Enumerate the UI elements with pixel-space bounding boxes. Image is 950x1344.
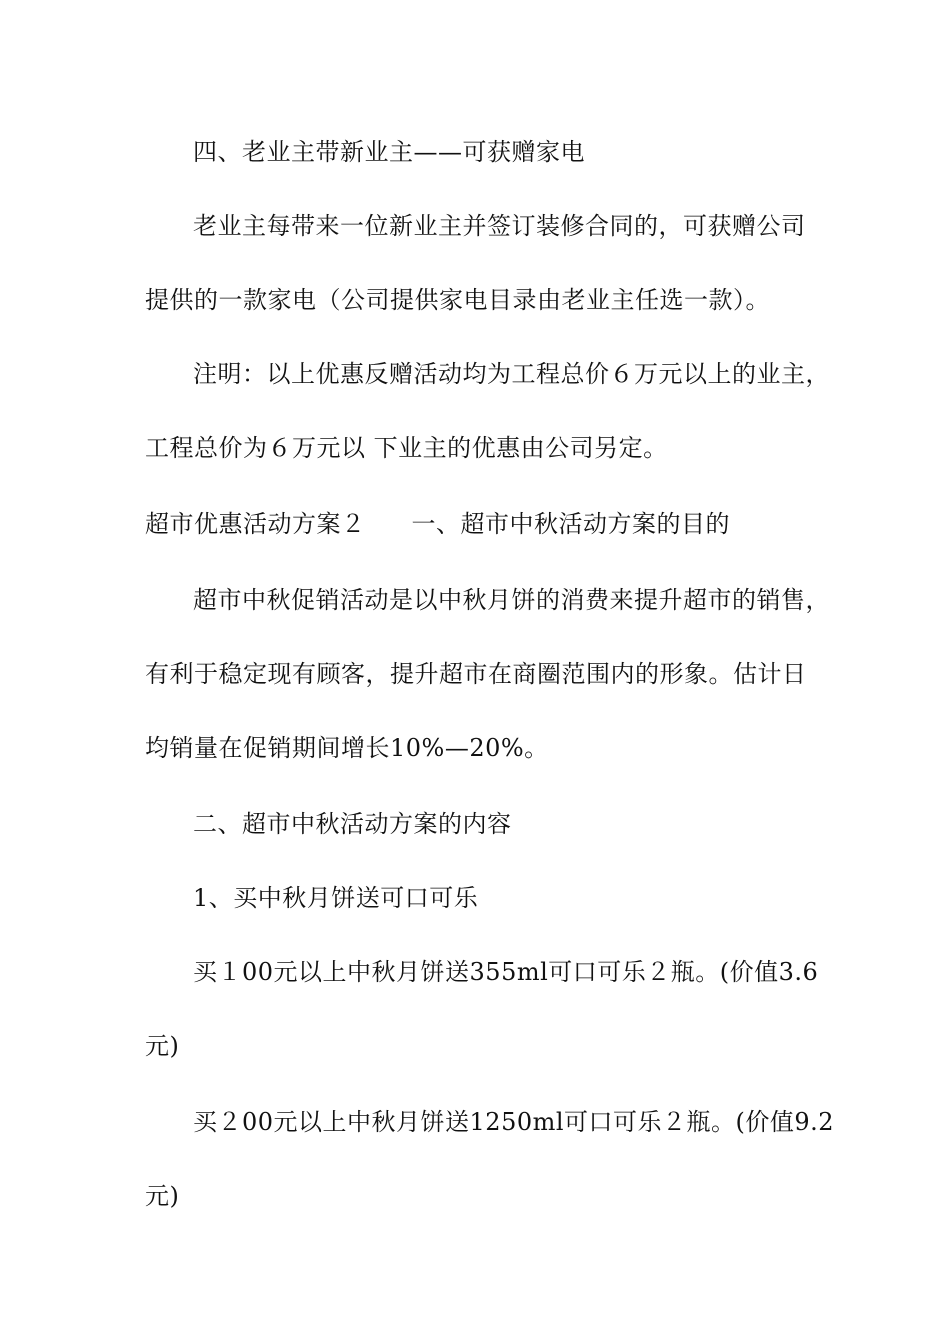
section-heading-1: 一、超市中秋活动方案的目的	[411, 510, 730, 538]
paragraph-line: 有利于稳定现有顾客，提升超市在商圈范围内的形象。估计日	[145, 660, 807, 688]
offer-line: 买２00元以上中秋月饼送1250ml可口可乐２瓶。(价值9.2	[193, 1108, 835, 1136]
plan-title-line	[145, 508, 730, 540]
section-heading-4: 四、老业主带新业主——可获赠家电	[193, 138, 585, 166]
offer-line: 元)	[145, 1032, 180, 1060]
note-line: 工程总价为６万元以 下业主的优惠由公司另定。	[145, 434, 668, 462]
paragraph-line: 提供的一款家电（公司提供家电目录由老业主任选一款）。	[145, 286, 770, 314]
offer-line: 买１00元以上中秋月饼送355ml可口可乐２瓶。(价值3.6	[193, 958, 819, 986]
paragraph-line: 超市中秋促销活动是以中秋月饼的消费来提升超市的销售，	[193, 586, 830, 614]
plan-title: 超市优惠活动方案２	[145, 510, 366, 538]
note-line: 注明：以上优惠反赠活动均为工程总价６万元以上的业主，	[193, 360, 830, 388]
paragraph-line: 均销量在促销期间增长10%—20%。	[145, 734, 549, 762]
offer-line: 元)	[145, 1182, 180, 1210]
paragraph-line: 老业主每带来一位新业主并签订装修合同的，可获赠公司	[193, 212, 806, 240]
section-heading-2: 二、超市中秋活动方案的内容	[193, 810, 512, 838]
subsection-heading: 1、买中秋月饼送可口可乐	[193, 884, 479, 912]
